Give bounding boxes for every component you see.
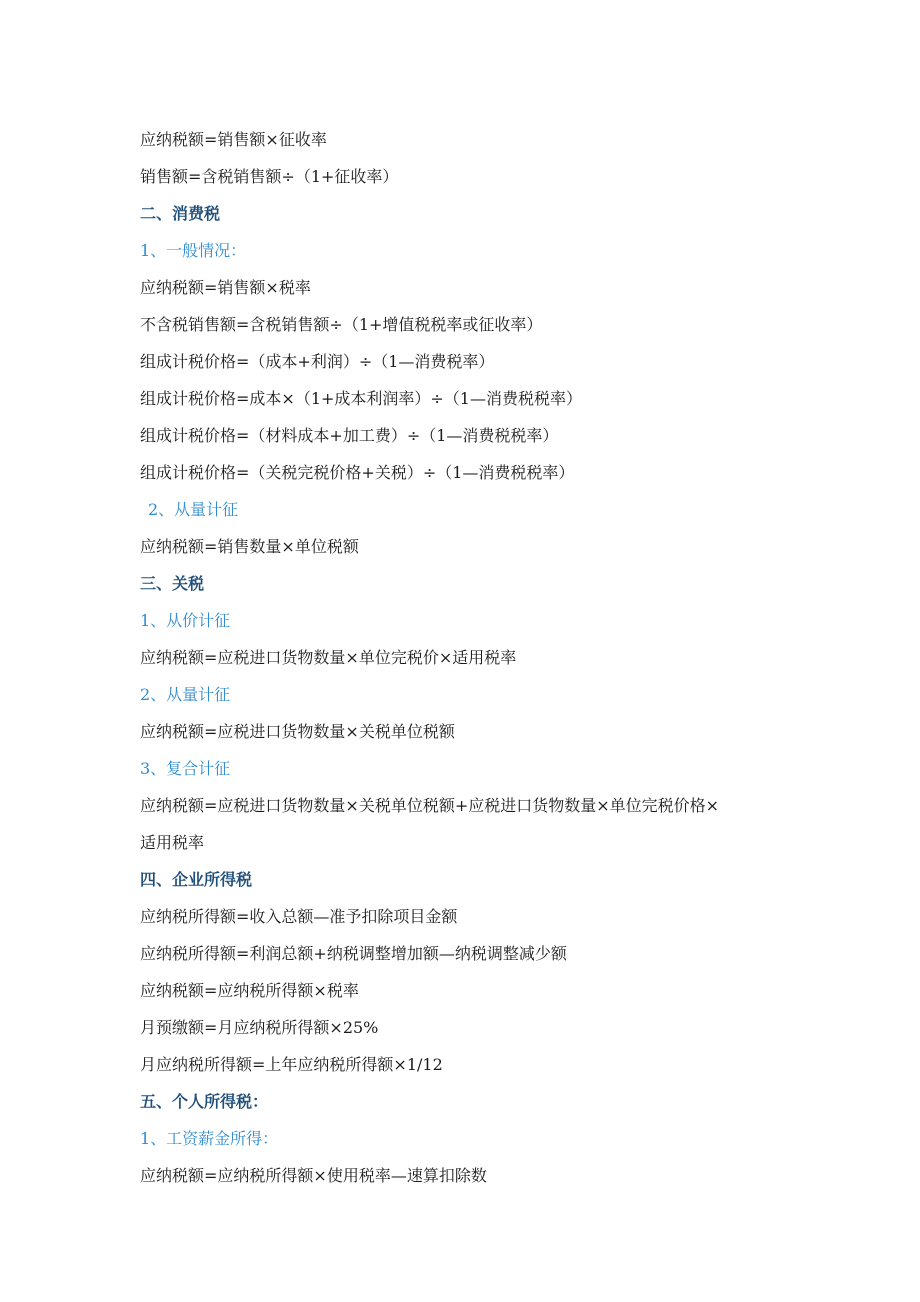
formula-line: 组成计税价格=（材料成本+加工费）÷（1—消费税税率） <box>140 426 559 445</box>
formula-line: 应纳税额=应税进口货物数量×单位完税价×适用税率 <box>140 648 517 667</box>
formula-line: 应纳税所得额=利润总额+纳税调整增加额—纳税调整减少额 <box>140 944 567 963</box>
formula-line: 销售额=含税销售额÷（1+征收率） <box>140 167 399 186</box>
section-heading: 三、关税 <box>140 574 205 593</box>
formula-line: 应纳税所得额=收入总额—准予扣除项目金额 <box>140 907 458 926</box>
formula-line: 应纳税额=应税进口货物数量×关税单位税额 <box>140 722 455 741</box>
formula-line: 组成计税价格=（成本+利润）÷（1—消费税率） <box>140 352 495 371</box>
document-body <box>140 121 800 1194</box>
formula-line: 应纳税额=销售额×税率 <box>140 278 311 297</box>
section-heading: 二、消费税 <box>140 204 221 223</box>
subsection-heading: 1、从价计征 <box>140 611 231 630</box>
subsection-heading: 2、从量计征 <box>140 685 231 704</box>
formula-line: 不含税销售额=含税销售额÷（1+增值税税率或征收率） <box>140 315 543 334</box>
section-heading: 四、企业所得税 <box>140 870 253 889</box>
subsection-heading: 1、工资薪金所得： <box>140 1129 279 1148</box>
formula-line: 组成计税价格=（关税完税价格+关税）÷（1—消费税税率） <box>140 463 575 482</box>
subsection-heading: 1、一般情况： <box>140 241 247 260</box>
subsection-heading: 3、复合计征 <box>140 759 231 778</box>
formula-line: 应纳税额=应纳税所得额×使用税率—速算扣除数 <box>140 1166 487 1185</box>
formula-line: 应纳税额=销售数量×单位税额 <box>140 537 359 556</box>
formula-line: 月应纳税所得额=上年应纳税所得额×1/12 <box>140 1055 443 1074</box>
formula-line: 月预缴额=月应纳税所得额×25% <box>140 1018 379 1037</box>
section-heading: 五、个人所得税： <box>140 1092 269 1111</box>
formula-line: 适用税率 <box>140 833 205 852</box>
subsection-heading: 2、从量计征 <box>148 500 239 519</box>
formula-line: 应纳税额=应税进口货物数量×关税单位税额+应税进口货物数量×单位完税价格× <box>140 796 720 815</box>
formula-line: 组成计税价格=成本×（1+成本利润率）÷（1—消费税税率） <box>140 389 582 408</box>
formula-line: 应纳税额=应纳税所得额×税率 <box>140 981 359 1000</box>
formula-line: 应纳税额=销售额×征收率 <box>140 130 327 149</box>
